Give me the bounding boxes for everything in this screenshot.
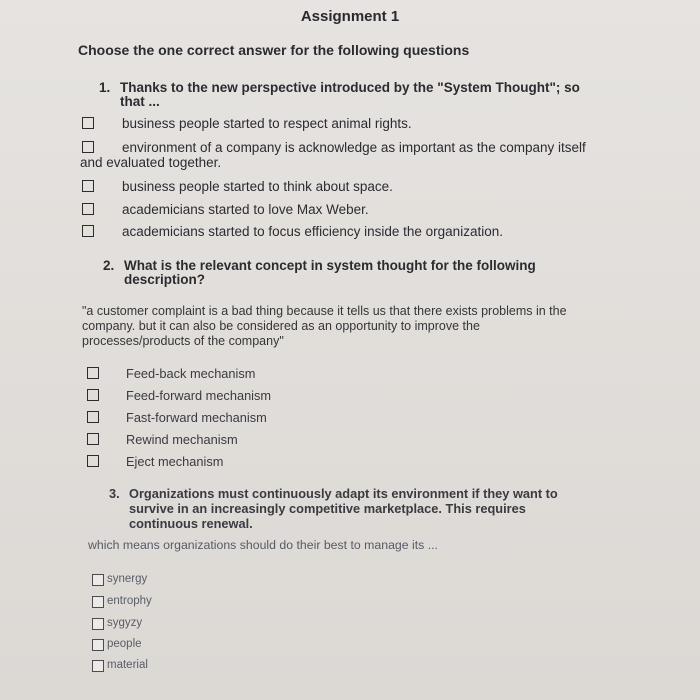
q1-option2-checkbox[interactable] (82, 141, 94, 153)
q1-option1-label: business people started to respect animal rights. (122, 116, 412, 131)
q1-number: 1. (99, 80, 111, 95)
q3-text-line2: survive in an increasingly competitive marketplace. This requires (129, 501, 526, 516)
q3-prompt: which means organizations should do their best to manage its ... (88, 538, 438, 552)
page-title: Assignment 1 (300, 8, 400, 25)
q1-option1-checkbox[interactable] (82, 117, 94, 129)
q1-option5-label: academicians started to focus efficiency inside the organization. (122, 224, 503, 239)
q3-option3-checkbox[interactable] (92, 618, 104, 630)
q3-option5-label: material (107, 659, 148, 671)
q3-option3-label: sygyzy (107, 617, 143, 629)
q3-option1-label: synergy (107, 573, 148, 585)
q2-option5-label: Eject mechanism (126, 454, 224, 469)
q2-option4-label: Rewind mechanism (126, 432, 238, 447)
q2-quote-line1: "a customer complaint is a bad thing because it tells us that there exists problems in the (82, 304, 567, 318)
instructions: Choose the one correct answer for the following questions (78, 42, 470, 58)
q1-option2-label: environment of a company is acknowledge as important as the company itself (122, 140, 586, 155)
q1-option4-label: academicians started to love Max Weber. (122, 202, 369, 217)
q2-option4-checkbox[interactable] (87, 433, 99, 445)
q1-text-line2: that ... (120, 94, 160, 109)
q2-text-line2: description? (124, 272, 206, 287)
q2-option2-checkbox[interactable] (87, 389, 99, 401)
q3-text-line3: continuous renewal. (129, 516, 253, 531)
q3-number: 3. (109, 486, 120, 501)
q2-option1-label: Feed-back mechanism (126, 366, 256, 381)
q1-text-line1: Thanks to the new perspective introduced by the "System Thought"; so (120, 80, 580, 95)
q3-option5-checkbox[interactable] (92, 660, 104, 672)
q3-option2-checkbox[interactable] (92, 596, 104, 608)
q3-option1-checkbox[interactable] (92, 574, 104, 586)
q2-option1-checkbox[interactable] (87, 367, 99, 379)
q2-quote-line2: company. but it can also be considered as an opportunity to improve the (82, 319, 480, 333)
q3-option4-checkbox[interactable] (92, 639, 104, 651)
q1-option3-checkbox[interactable] (82, 180, 94, 192)
q1-option4-checkbox[interactable] (82, 203, 94, 215)
q2-option3-checkbox[interactable] (87, 411, 99, 423)
q2-number: 2. (103, 258, 115, 273)
q3-option4-label: people (107, 638, 142, 650)
q2-option5-checkbox[interactable] (87, 455, 99, 467)
q2-text-line1: What is the relevant concept in system thought for the following (124, 258, 536, 273)
q1-option2-label-cont: and evaluated together. (80, 155, 222, 170)
q2-option2-label: Feed-forward mechanism (126, 388, 272, 403)
q2-option3-label: Fast-forward mechanism (126, 410, 267, 425)
q1-option5-checkbox[interactable] (82, 225, 94, 237)
q3-option2-label: entrophy (107, 595, 152, 607)
q3-text-line1: Organizations must continuously adapt its environment if they want to (129, 486, 558, 501)
q2-quote-line3: processes/products of the company" (82, 334, 284, 348)
q1-option3-label: business people started to think about space. (122, 179, 393, 194)
